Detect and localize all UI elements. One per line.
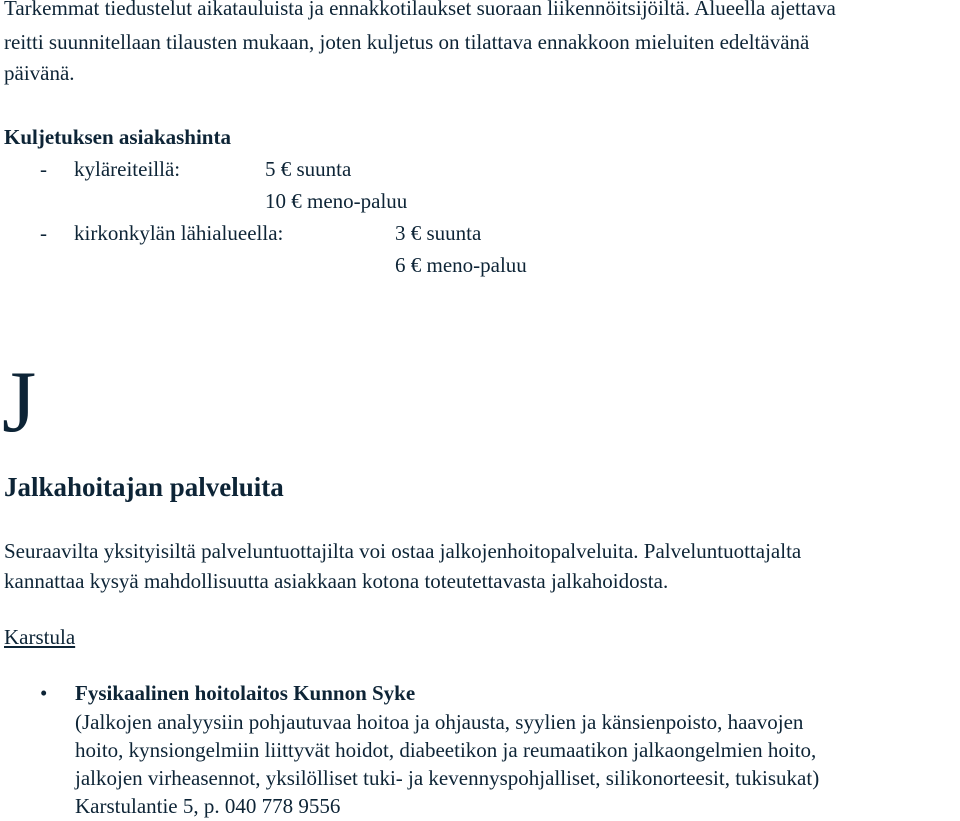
- section-paragraph-line: kannattaa kysyä mahdollisuutta asiakkaan kotona toteutettavasta jalkahoidosta.: [4, 569, 669, 593]
- pricing-one-way: 3 € suunta: [395, 221, 482, 245]
- section-index-letter: J: [2, 354, 37, 451]
- intro-text-line: päivänä.: [4, 61, 75, 85]
- intro-text-line: reitti suunnitellaan tilausten mukaan, joten kuljetus on tilattava ennakkoon mieluiten edeltävänä: [4, 30, 810, 54]
- provider-description-line: hoito, kynsiongelmiin liittyvät hoidot, diabeetikon ja reumaatikon jalkaongelmien hoito,: [75, 738, 817, 762]
- pricing-row-label: kyläreiteillä:: [74, 157, 181, 181]
- section-paragraph-line: Seuraavilta yksityisiltä palveluntuottajilta voi ostaa jalkojenhoitopalveluita. Palveluntuottajalta: [4, 539, 802, 563]
- provider-address: Karstulantie 5, p. 040 778 9556: [75, 794, 341, 818]
- provider-description-line: jalkojen virheasennot, yksilölliset tuki- ja kevennyspohjalliset, silikonorteesit, tukisukat): [75, 766, 820, 790]
- pricing-one-way: 5 € suunta: [265, 157, 352, 181]
- pricing-round-trip: 10 € meno-paluu: [265, 189, 408, 213]
- intro-text-line: Tarkemmat tiedustelut aikatauluista ja ennakkotilaukset suoraan liikennöitsijöiltä. Alueella ajettava: [4, 0, 836, 20]
- section-heading: Jalkahoitajan palveluita: [4, 472, 284, 502]
- pricing-heading: Kuljetuksen asiakashinta: [4, 125, 231, 149]
- provider-description-line: (Jalkojen analyysiin pohjautuvaa hoitoa ja ohjausta, syylien ja känsienpoisto, haavojen: [75, 710, 804, 734]
- pricing-row-label: kirkonkylän lähialueella:: [74, 221, 284, 245]
- provider-name: Fysikaalinen hoitolaitos Kunnon Syke: [75, 681, 416, 705]
- location-heading: Karstula: [4, 625, 76, 649]
- bullet-icon: •: [40, 681, 48, 705]
- pricing-row-dash: -: [40, 221, 47, 245]
- pricing-row-dash: -: [40, 157, 47, 181]
- pricing-round-trip: 6 € meno-paluu: [395, 253, 527, 277]
